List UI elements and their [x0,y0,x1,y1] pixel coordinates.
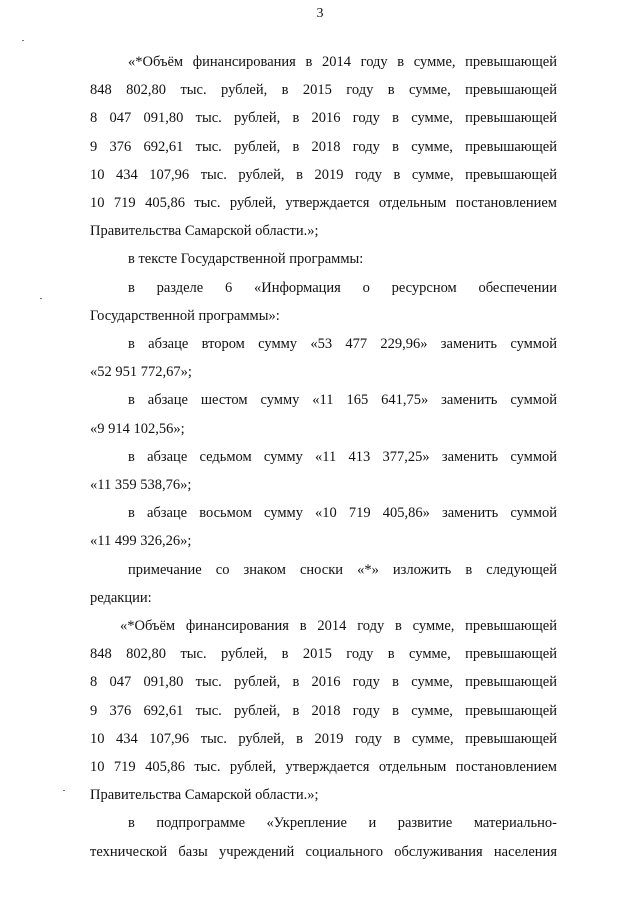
amendment-paragraph-7 [90,443,557,499]
text-line: 8 047 091,80 тыс. рублей, в 2016 году в сумме, превышающей [90,110,557,127]
text-line: примечание со знаком сноски «*» изложить в следующей [128,561,557,578]
footnote-quote-paragraph-new [90,612,557,809]
text-line: в разделе 6 «Информация о ресурсном обеспечении [128,279,557,296]
text-line: «11 499 326,26»; [90,533,192,550]
text-line: Государственной программы»: [90,307,280,324]
text-line: 10 434 107,96 тыс. рублей, в 2019 году в сумме, превышающей [90,730,557,747]
text-line: 848 802,80 тыс. рублей, в 2015 году в сумме, превышающей [90,646,557,663]
text-line: в тексте Государственной программы: [128,251,364,268]
amendment-paragraph-6 [90,386,557,442]
text-line: 9 376 692,61 тыс. рублей, в 2018 году в сумме, превышающей [90,138,557,155]
text-line: в абзаце восьмом сумму «10 719 405,86» заменить суммой [128,505,557,522]
text-line: «11 359 538,76»; [90,477,192,494]
section-6-paragraph [90,274,557,330]
footnote-instruction-paragraph [90,556,557,612]
footnote-quote-paragraph [90,48,557,245]
text-line: технической базы учреждений социального обслуживания населения [90,843,557,860]
text-line: 9 376 692,61 тыс. рублей, в 2018 году в сумме, превышающей [90,702,557,719]
text-line: в абзаце седьмом сумму «11 413 377,25» заменить суммой [128,448,557,465]
text-line: в абзаце втором сумму «53 477 229,96» заменить суммой [128,336,557,353]
text-line: Правительства Самарской области.»; [90,223,319,240]
document-body [90,48,557,866]
scan-artifact [40,298,42,299]
text-line: 10 434 107,96 тыс. рублей, в 2019 году в сумме, превышающей [90,166,557,183]
amendment-paragraph-2 [90,330,557,386]
page-number: 3 [316,6,324,21]
text-line: «52 951 772,67»; [90,364,192,381]
text-line: «9 914 102,56»; [90,420,185,437]
scan-artifact [63,790,65,791]
instruction-paragraph [90,245,557,273]
text-line: в абзаце шестом сумму «11 165 641,75» заменить суммой [128,392,557,409]
text-line: 8 047 091,80 тыс. рублей, в 2016 году в сумме, превышающей [90,674,557,691]
text-line: 10 719 405,86 тыс. рублей, утверждается отдельным постановлением [90,195,557,212]
text-line: «*Объём финансирования в 2014 году в сумме, превышающей [120,618,557,635]
text-line: Правительства Самарской области.»; [90,787,319,804]
text-line: 10 719 405,86 тыс. рублей, утверждается отдельным постановлением [90,759,557,776]
scan-artifact [22,40,24,41]
text-line: «*Объём финансирования в 2014 году в сумме, превышающей [128,54,557,70]
text-line: редакции: [90,589,152,606]
subprogram-paragraph [90,809,557,865]
amendment-paragraph-8 [90,499,557,555]
text-line: в подпрограмме «Укрепление и развитие материально- [128,815,557,832]
text-line: 848 802,80 тыс. рублей, в 2015 году в сумме, превышающей [90,82,557,99]
